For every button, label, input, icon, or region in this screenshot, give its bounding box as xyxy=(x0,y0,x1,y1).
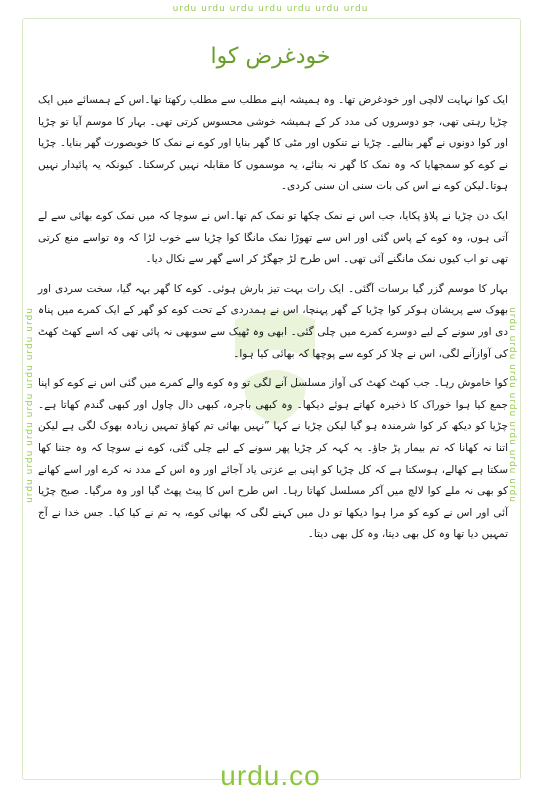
paragraph: ایک کوا نہایت لالچی اور خودغرض تھا۔ وہ ہمیشہ اپنے مطلب سے مطلب رکھتا تھا۔اس کے ہمسائے میں ایک چڑیا رہتی تھی، جو دوسروں کی مدد کر کے ہمیشہ خوشی محسوس کرتی تھی۔ بہار کا موسم آیا تو چڑیا اور کوا دونوں نے گھر بنالیے۔ چڑیا نے تنکوں اور مٹی کا گھر بنایا اور کوے نے نمک کا خوبصورت گھر بنایا۔ چڑیا نے کوے کو سمجھایا کہ وہ نمک کا گھر نہ بنائے، یہ موسموں کا مقابلہ نہیں کرسکتا۔ کیونکہ یہ پائیدار نہیں ہوتا۔لیکن کوے نے اس کی بات سنی ان سنی کردی۔ xyxy=(38,94,508,193)
page-title: خودغرض کوا xyxy=(210,44,331,69)
footer-logo: urdu.co xyxy=(220,760,321,791)
top-border-pattern: urdu urdu urdu urdu urdu urdu urdu xyxy=(172,4,369,14)
paragraph: کوا خاموش رہا۔ جب کھٹ کھٹ کی آواز مسلسل آنے لگی تو وہ کوے والے کمرے میں گئی اس نے کوے کو اپنا جمع کیا ہوا خوراک کا ذخیرہ کھاتے ہوئے دیکھا۔ وہ کبھی باجرہ، کبھی دال چاول اور کبھی گندم کھاتا ہے۔ چڑیا کو دیکھ کر کوا شرمندہ ہو گیا لیکن چڑیا نے کہا ”نہیں بھائی تم کھاؤ تمہیں زیادہ بھوک لگی ہے لیکن اتنا نہ کھانا کہ تم بیمار پڑ جاؤ۔ یہ کہہ کر چڑیا پھر سونے کے لیے چلی گئی، کوے نے سوچا کہ وہ جتنا کھا سکتا ہے کھالے، ہوسکتا ہے کہ کل چڑیا کو اپنی بے عزتی یاد آجائے اور وہ اس کے مدد نہ کرے اور اسے کھانے کو بھی نہ ملے کوا لالچ میں آکر مسلسل کھاتا رہا۔ اس طرح اس کا پیٹ پھٹ گیا اور وہ مرگیا۔ صبح چڑیا آئی اور اس نے کوے کو مرا ہوا دیکھا تو دل میں کہنے لگی کہ بھائی کوے، یہ تم نے کیا کیا۔ جس خدا نے آج تمہیں دیا تھا وہ کل بھی دیتا، وہ کل بھی دیتا۔ xyxy=(38,377,508,541)
paragraph: بہار کا موسم گزر گیا برسات آگئی۔ ایک رات بہت تیز بارش ہوئی۔ کوے کا گھر بہہ گیا، سخت سردی اور بھوک سے پریشان ہوکر کوا چڑیا کے گھر پہنچا، اس نے ہمدردی کے تحت کوے کو گھر کے ایک کمرے میں پناہ دی اور سونے کے لیے دوسرے کمرے میں چلی گئی۔ ابھی وہ ٹھیک سے سوبھی نہ پائی تھی کہ اسے کھٹ کھٹ کی آوازآنے لگی، اس نے چلا کر کوے سے پوچھا کہ بھائی کیا ہوا۔ xyxy=(38,282,508,360)
left-border-pattern: urdu urdu urdu urdu urdu urdu urdu xyxy=(25,307,35,503)
paragraph: ایک دن چڑیا نے پلاؤ پکایا، جب اس نے نمک چکھا تو نمک کم تھا۔اس نے سوچا کہ میں نمک کوے بھائی سے لے آتی ہوں، وہ کوے کے پاس گئی اور اس سے تھوڑا نمک مانگا کوا چڑیا سے خوب لڑا کہ وہ تواسے منع کرتی تھی تو اب کیوں نمک مانگنے آئی تھی۔ اس طرح لڑ جھگڑ کر اسے گھر سے نکال دیا۔ xyxy=(38,209,508,266)
right-border-pattern: urdu urdu urdu urdu urdu urdu urdu xyxy=(507,307,517,503)
story-body xyxy=(38,90,508,554)
